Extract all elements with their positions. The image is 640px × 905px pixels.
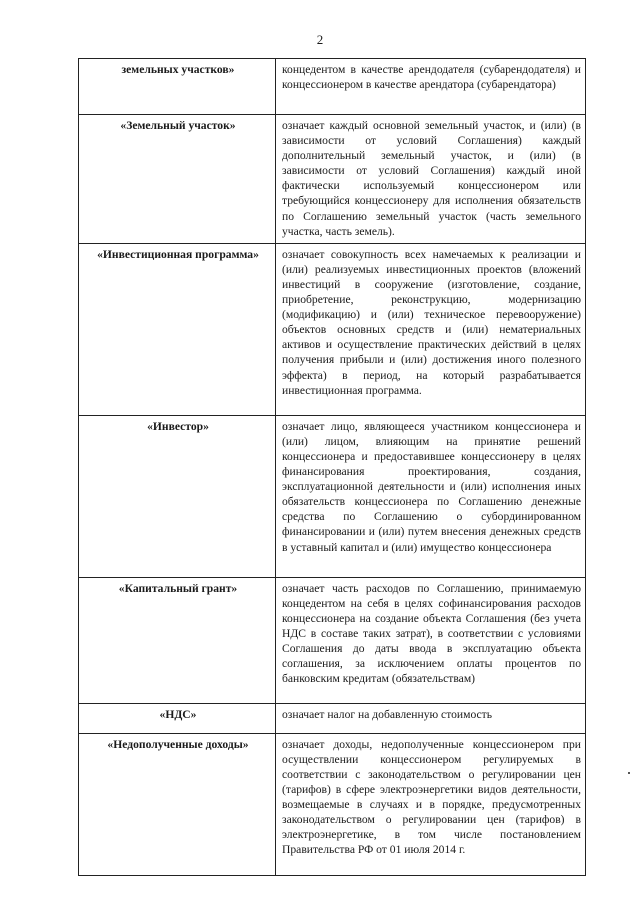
table-row — [79, 115, 586, 244]
table-row — [79, 577, 586, 703]
page-number: 2 — [316, 32, 324, 47]
scan-speck — [628, 772, 630, 774]
definition-cell: означает совокупность всех намечаемых к реализации и (или) реализуемых инвестиционных проектов (вложений инвестиций в сооружение (изготовление, создание, приобретение, реконструкцию, модернизацию (модификацию) и (или) техническое перевооружение) объектов основных средств и (или) нематериальных активов и осуществление практических действий в целях получения прибыли и (или) достижения иного полезного эффекта) в период, на который разрабатывается инвестиционная программа. — [276, 243, 586, 415]
table-row — [79, 243, 586, 415]
definition-cell: означает лицо, являющееся участником концессионера и (или) лицом, влияющим на принятие решений концессионера и предоставившее концессионеру в целях финансирования проектирования, создания, эксплуатационной деятельности и (или) исполнения иных обязательств концессионера по Соглашению денежные средства по Соглашению о субординированном финансировании и (или) путем внесения денежных средств в уставный капитал и (или) имущество концессионера — [276, 415, 586, 577]
definition-cell: означает налог на добавленную стоимость — [276, 703, 586, 733]
table-row — [79, 59, 586, 115]
term-cell: земельных участков» — [79, 59, 276, 115]
table-row — [79, 415, 586, 577]
definition-cell: означает каждый основной земельный участок, и (или) (в зависимости от условий Соглашения) каждый дополнительный земельный участок, и (или) (в зависимости от условий Соглашения) каждый иной фактически используемый концессионером или требующийся концессионеру для исполнения обязательств по Соглашению земельный участок (часть земельного участка, часть земель). — [276, 115, 586, 244]
table-row — [79, 733, 586, 875]
term-cell: «Инвестор» — [79, 415, 276, 577]
term-cell: «Земельный участок» — [79, 115, 276, 244]
term-cell: «Капитальный грант» — [79, 577, 276, 703]
term-cell: «Инвестиционная программа» — [79, 243, 276, 415]
term-cell: «Недополученные доходы» — [79, 733, 276, 875]
table-row — [79, 703, 586, 733]
definition-cell: концедентом в качестве арендодателя (субарендодателя) и концессионером в качестве арендатора (субарендатора) — [276, 59, 586, 115]
definitions-table — [78, 58, 586, 876]
term-cell: «НДС» — [79, 703, 276, 733]
definition-cell: означает доходы, недополученные концессионером при осуществлении концессионером регулируемых в соответствии с законодательством о регулировании цен (тарифов) в сфере электроэнергетики видов деятельности, возмещаемые в случаях и в порядке, предусмотренных законодательством о регулировании цен (тарифов) в электроэнергетике, в том числе постановлением Правительства РФ от 01 июля 2014 г. — [276, 733, 586, 875]
definition-cell: означает часть расходов по Соглашению, принимаемую концедентом на себя в целях софинансирования расходов концессионера на создание объекта Соглашения (без учета НДС в составе таких затрат), в соответствии с условиями Соглашения до даты ввода в эксплуатацию объекта соглашения, за исключением оплаты процентов по банковским кредитам (обязательствам) — [276, 577, 586, 703]
